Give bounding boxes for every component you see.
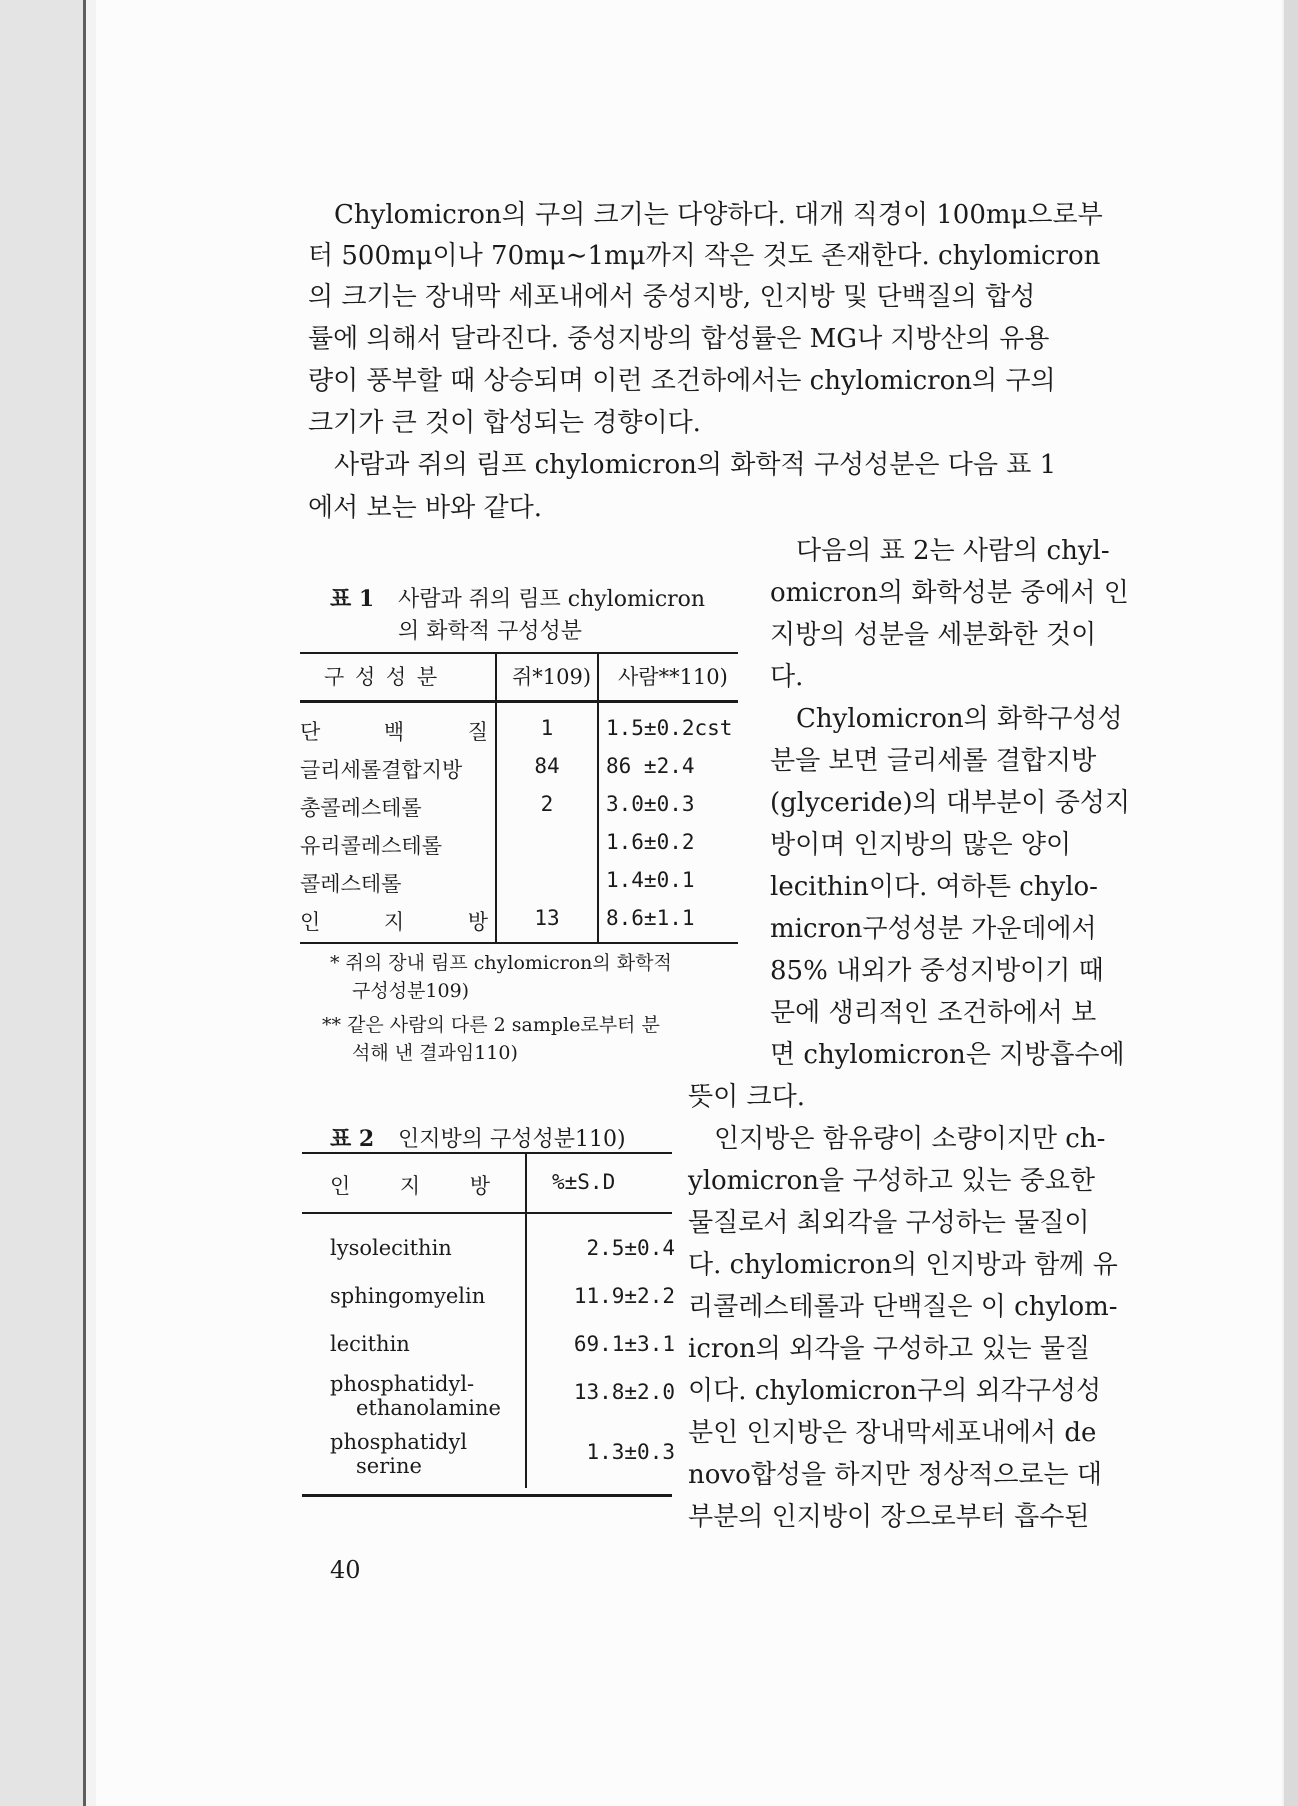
table2-row-name: sphingomyelin (330, 1284, 486, 1308)
body-line: 터 500mμ이나 70mμ∼1mμ까지 작은 것도 존재한다. chylomicron (308, 241, 1101, 271)
body-line: lecithin이다. 여하튼 chylo- (770, 872, 1098, 902)
table1-label: 표 1 (330, 586, 375, 612)
table1-row-name: 단 백 질 (300, 720, 488, 744)
body-line: 부분의 인지방이 장으로부터 흡수된 (688, 1502, 1090, 1532)
table2-top-rule (302, 1152, 672, 1154)
table1-header: 쥐*109) (512, 665, 592, 689)
body-line: 에서 보는 바와 같다. (308, 493, 542, 523)
book-gutter (0, 0, 86, 1806)
table1-row-name: 유리콜레스테롤 (300, 834, 443, 858)
table2-caption: 인지방의 구성성분110) (398, 1127, 626, 1152)
body-line: Chylomicron의 구의 크기는 다양하다. 대개 직경이 100mμ으로부 (334, 200, 1103, 230)
table1-top-rule (300, 652, 738, 654)
body-line: 85% 내외가 중성지방이기 때 (770, 956, 1104, 986)
table1-cell: 13 (534, 906, 560, 930)
table1-cell: 84 (534, 754, 560, 778)
body-line: 분인 인지방은 장내막세포내에서 de (688, 1418, 1097, 1448)
table1-header-rule (300, 700, 738, 703)
table1-cell: 1.4±0.1 (606, 868, 695, 892)
body-line: 의 크기는 장내막 세포내에서 중성지방, 인지방 및 단백질의 합성 (308, 282, 1036, 312)
body-line: 뜻이 크다. (688, 1082, 805, 1112)
table2-header: 인 지 방 (330, 1174, 490, 1198)
table2-row-name-cont: ethanolamine (356, 1396, 501, 1420)
table2-cell: 1.3±0.3 (586, 1440, 675, 1464)
body-line: 리콜레스테롤과 단백질은 이 chylom- (688, 1292, 1118, 1322)
table2-cell: 2.5±0.4 (586, 1236, 675, 1260)
table1-caption: 사람과 쥐의 림프 chylomicron (398, 587, 706, 612)
table2-cell: 69.1±3.1 (573, 1332, 675, 1356)
page-number: 40 (330, 1556, 361, 1584)
table1-header: 사람**110) (618, 665, 728, 689)
table1-row-name: 총콜레스테롤 (300, 796, 422, 820)
table1-cell: 3.0±0.3 (606, 792, 695, 816)
body-line: 률에 의해서 달라진다. 중성지방의 합성률은 MG나 지방산의 유용 (308, 324, 1050, 354)
body-line: 물질로서 최외각을 구성하는 물질이 (688, 1208, 1090, 1238)
table2-header: %±S.D (552, 1170, 616, 1194)
body-line: 방이며 인지방의 많은 양이 (770, 830, 1072, 860)
table1-cell: 86 ±2.4 (606, 754, 695, 778)
body-line: ylomicron을 구성하고 있는 중요한 (688, 1166, 1095, 1196)
table2-bottom-rule (302, 1494, 672, 1497)
body-line: Chylomicron의 화학구성성 (796, 704, 1123, 734)
body-line: 크기가 큰 것이 합성되는 경향이다. (308, 408, 701, 438)
body-line: 인지방은 함유량이 소량이지만 ch- (714, 1124, 1106, 1154)
body-line: (glyceride)의 대부분이 중성지 (770, 788, 1131, 818)
table1-caption: 의 화학적 구성성분 (398, 619, 583, 644)
table2-header-rule (302, 1212, 672, 1214)
table2-row-name: lecithin (330, 1332, 410, 1356)
table2-row-name-cont: serine (356, 1454, 422, 1478)
table1-cell: 1.5±0.2cst (606, 716, 733, 740)
table1-note: 구성성분109) (352, 980, 470, 1002)
body-line: novo합성을 하지만 정상적으로는 대 (688, 1460, 1103, 1490)
table1-note: * 쥐의 장내 림프 chylomicron의 화학적 (330, 952, 672, 974)
table1-cell: 2 (540, 792, 554, 816)
table1-row-name: 인 지 방 (300, 910, 488, 934)
table1-row-name: 글리세롤결합지방 (300, 758, 463, 782)
body-line: 다. (770, 662, 804, 692)
table2-row-name: lysolecithin (330, 1236, 452, 1260)
table2-cell: 11.9±2.2 (573, 1284, 675, 1308)
table2-label: 표 2 (330, 1126, 375, 1152)
body-line: 지방의 성분을 세분화한 것이 (770, 620, 1097, 650)
body-line: 량이 풍부할 때 상승되며 이런 조건하에서는 chylomicron의 구의 (308, 366, 1056, 396)
table2-cell: 13.8±2.0 (573, 1380, 675, 1404)
body-line: 분을 보면 글리세롤 결합지방 (770, 746, 1097, 776)
body-line: 다. chylomicron의 인지방과 함께 유 (688, 1250, 1118, 1280)
table1-cell: 1 (540, 716, 554, 740)
page-edge-right (1284, 0, 1298, 1806)
table1-note: 석해 낸 결과임110) (352, 1042, 518, 1064)
body-line: 사람과 쥐의 림프 chylomicron의 화학적 구성성분은 다음 표 1 (334, 450, 1057, 480)
body-line: micron구성성분 가운데에서 (770, 914, 1097, 944)
body-line: 이다. chylomicron구의 외각구성성 (688, 1376, 1102, 1406)
body-line: 면 chylomicron은 지방흡수에 (770, 1040, 1125, 1070)
body-line: omicron의 화학성분 중에서 인 (770, 578, 1129, 608)
table1-header: 구 성 성 분 (324, 665, 440, 689)
table1-col-rule (597, 652, 599, 942)
table1-note: ** 같은 사람의 다른 2 sample로부터 분 (322, 1014, 660, 1036)
table1-cell: 8.6±1.1 (606, 906, 695, 930)
body-line: icron의 외각을 구성하고 있는 물질 (688, 1334, 1091, 1364)
table2-col-rule (525, 1152, 527, 1488)
table2-row-name: phosphatidyl (330, 1430, 468, 1454)
table1-row-name: 콜레스테롤 (300, 872, 402, 896)
body-line: 다음의 표 2는 사람의 chyl- (796, 536, 1110, 566)
table1-bottom-rule (300, 942, 738, 944)
table2-row-name: phosphatidyl- (330, 1372, 475, 1396)
body-line: 문에 생리적인 조건하에서 보 (770, 998, 1097, 1028)
table1-cell: 1.6±0.2 (606, 830, 695, 854)
